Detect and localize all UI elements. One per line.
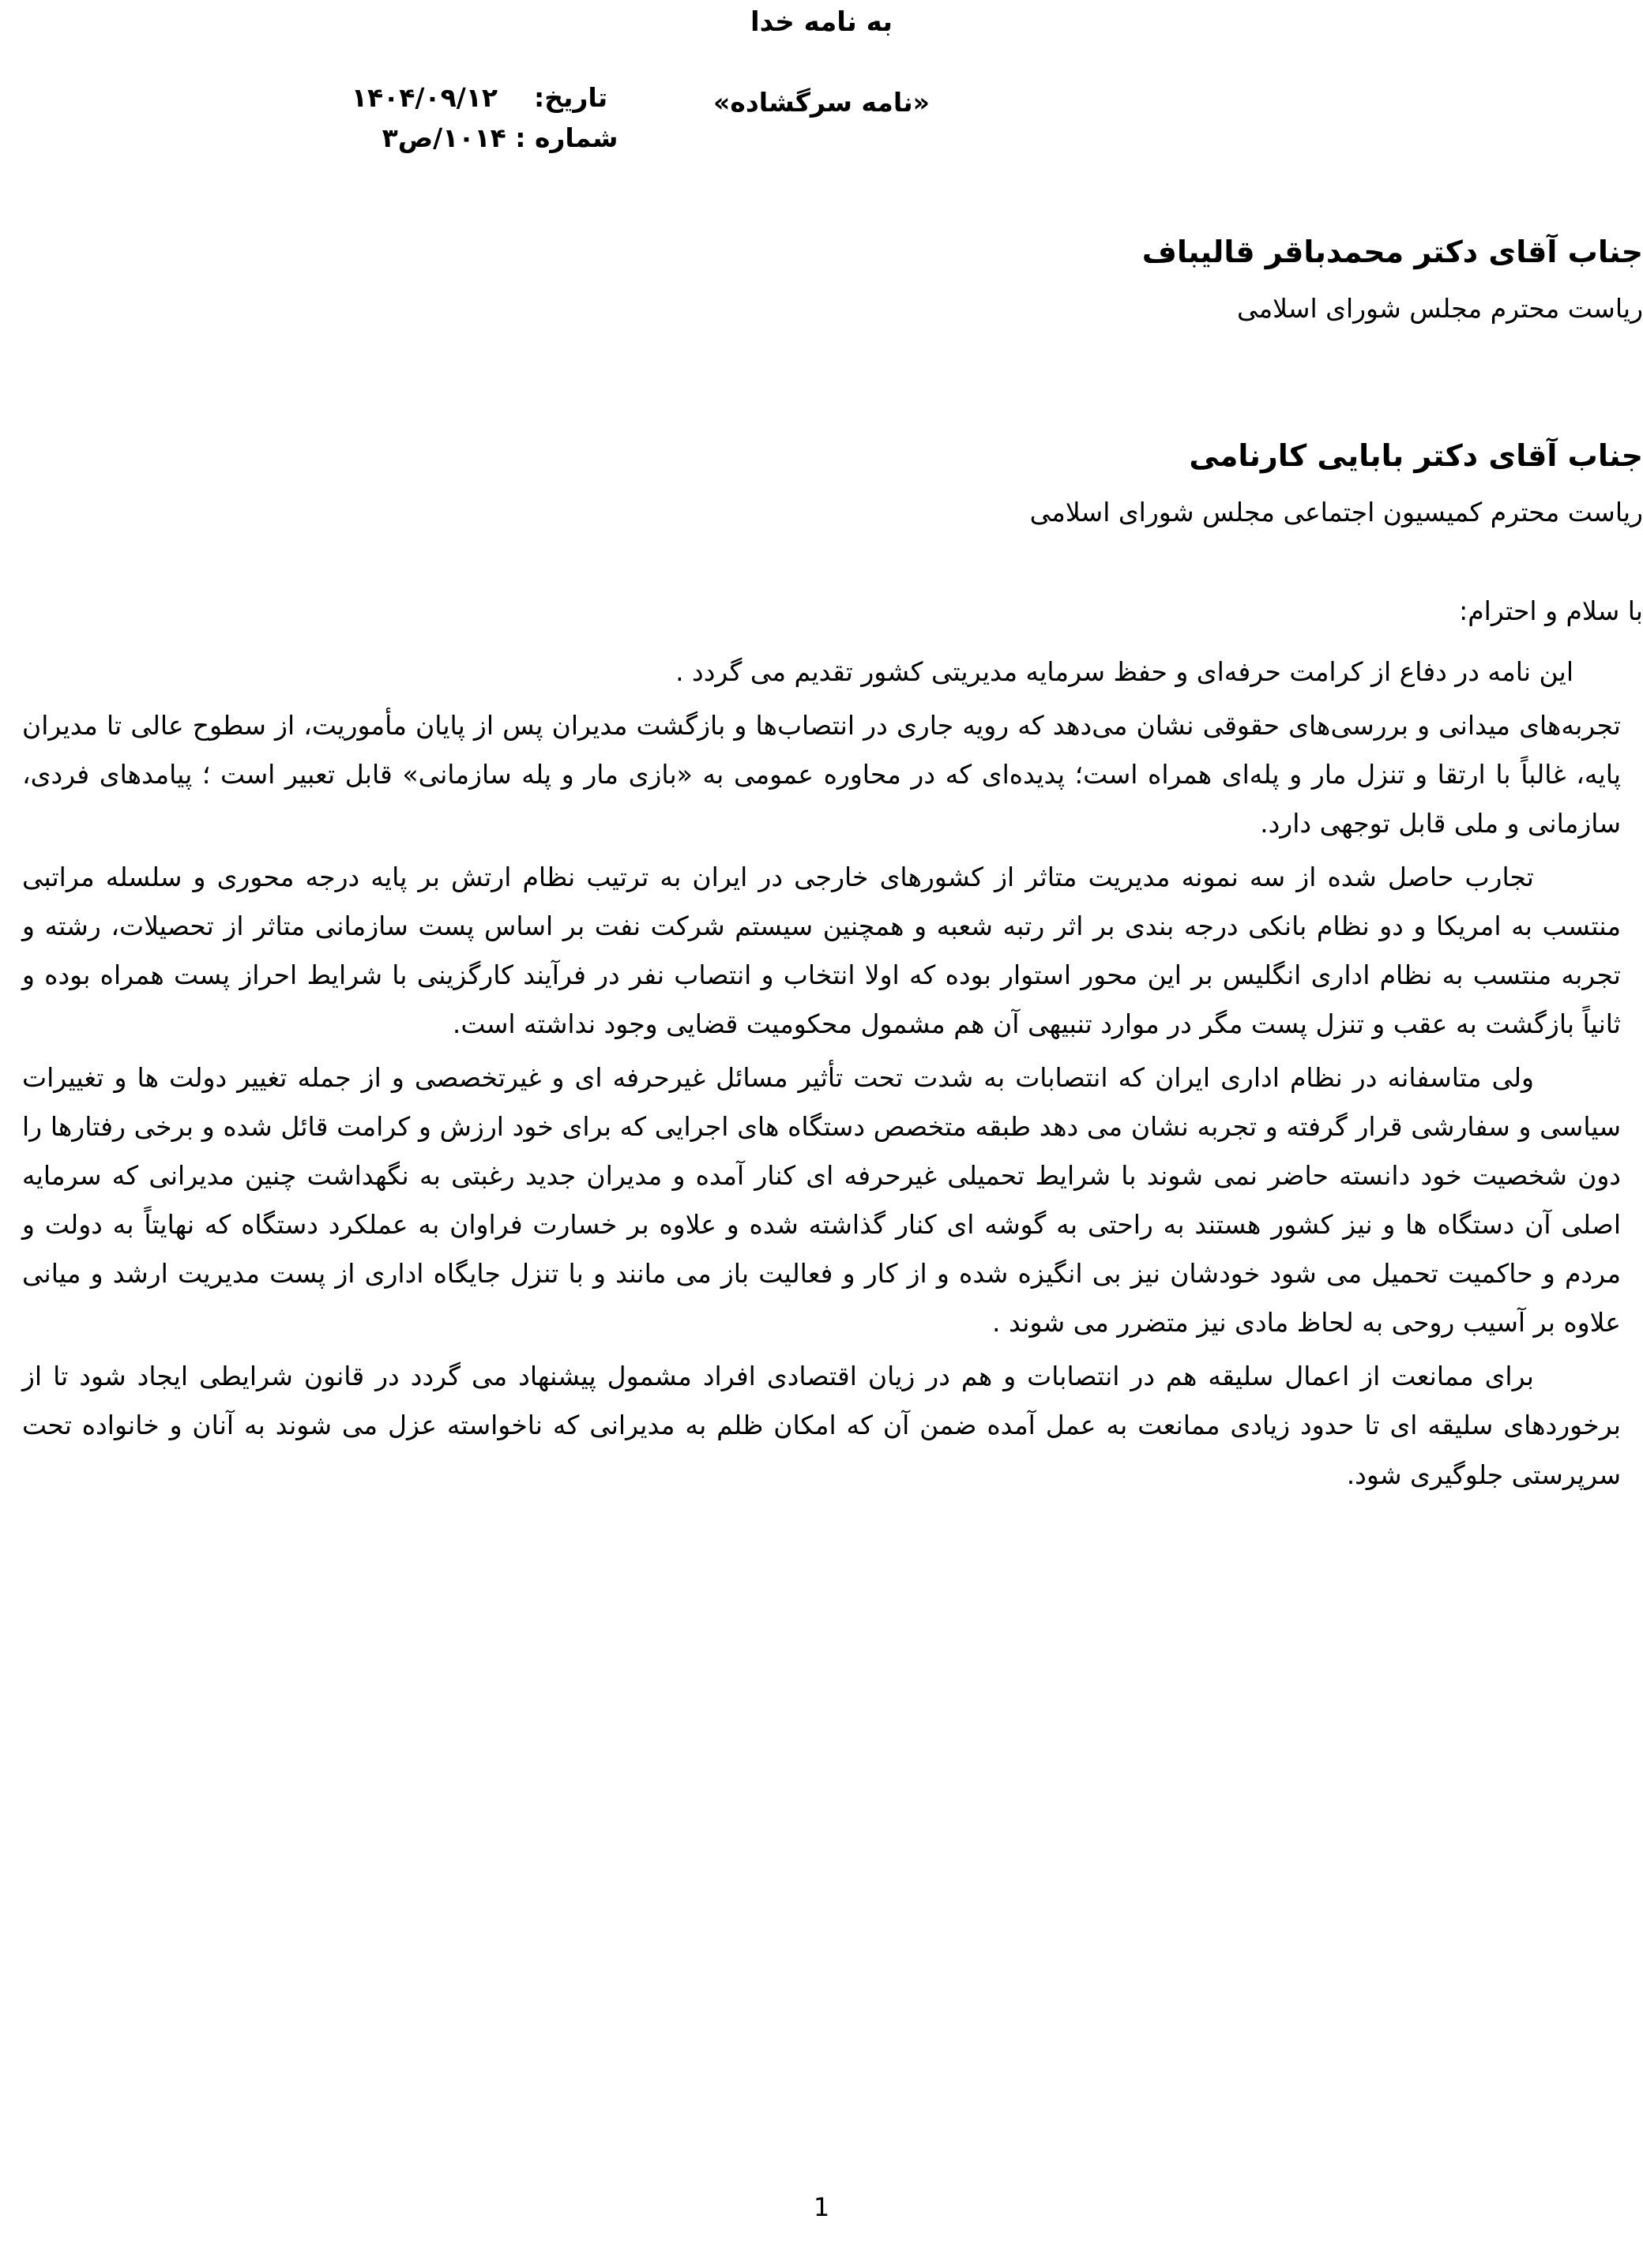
addressee-primary-role: ریاست محترم مجلس شورای اسلامی [1236, 292, 1643, 324]
addressee-primary [166, 229, 1643, 329]
letter-body [0, 648, 1643, 1504]
body-paragraph: تجربه‌های میدانی و بررسی‌های حقوقی نشان می‌دهد که رویه جاری در انتصاب‌ها و بازگشت مدیران پس از پایان مأموریت، از سطوح عالی تا مدیران پایه، غالباً با ارتقا و تنزل مار و پله‌ای همراه است؛ پدیده‌ای که در محاوره عمومی به «بازی مار و پله سازمانی» قابل تعبیر است ؛ پیامدهای فردی، سازمانی و ملی قابل توجهی دارد. [22, 710, 1621, 839]
body-paragraph: این نامه در دفاع از کرامت حرفه‌ای و حفظ سرمایه مدیریتی کشور تقدیم می گردد . [675, 656, 1573, 687]
bismillah-heading: به نامه خدا [750, 6, 893, 38]
body-paragraph: برای ممانعت از اعمال سلیقه هم در انتصابات و هم در زیان اقتصادی افراد مشمول پیشنهاد می گردد در قانون شرایطی ایجاد شود تا از برخوردهای سلیقه ای تا حدود زیادی ممانعت به عمل آمده ضمن آن که امکان ظلم به مدیرانی که ناخواسته عزل می شوند به آنان و خانواده تحت سرپرستی جلوگیری شود. [22, 1361, 1621, 1490]
number-label: شماره : [515, 122, 618, 154]
date-label: تاریخ: [534, 82, 608, 113]
body-paragraph: ولی متاسفانه در نظام اداری ایران که انتصابات به شدت تحت تأثیر مسائل غیرحرفه ای و غیرتخصصی و از جمله تغییر دولت ها و تغییرات سیاسی و سفارشی قرار گرفته و تجربه نشان می دهد طبقه متخصص دستگاه های اجرایی که برای خود ارزش و کرامت قائل شده و برخی رفتارها را دون شخصیت خود دانسته حاضر نمی شوند با شرایط تحمیلی غیرحرفه ای کنار آمده و مدیران جدید رغبتی به نگهداشت چنین مدیرانی که سرمایه اصلی آن دستگاه ها و نیز کشور هستند به راحتی به گوشه ای کنار گذاشته شده و علاوه بر خسارت فراوان به عملکرد دستگاه که نهایتاً به دولت و مردم و حاکمیت تحمیل می شود خودشان نیز بی انگیزه شده و از کار و فعالیت باز می مانند و با تنزل جایگاه اداری از پست مدیریت ارشد و میانی علاوه بر آسیب روحی به لحاظ مادی نیز متضرر می شوند . [22, 1062, 1621, 1339]
addressee-secondary-name: جناب آقای دکتر بابایی کارنامی [1189, 438, 1643, 473]
addressee-secondary-role: ریاست محترم کمیسیون اجتماعی مجلس شورای اسلامی [1029, 496, 1643, 528]
addressee-primary-name: جناب آقای دکتر محمدباقر قالیباف [1141, 235, 1643, 269]
number-row [308, 118, 692, 158]
document-meta-block [308, 77, 671, 158]
number-value: ۱۰۱۴/ص۳ [382, 122, 506, 154]
addressee-secondary [166, 433, 1643, 532]
body-paragraph: تجارب حاصل شده از سه نمونه مدیریت متاثر از کشورهای خارجی در ایران به ترتیب نظام ارتش بر پایه درجه محوری و سلسله مراتبی منتسب به امریکا و دو نظام بانکی درجه بندی بر اثر رتبه شعبه و همچنین سیستم شرکت نفت بر اساس پست سازمانی متاثر از تحصیلات، رشته و تجربه منتسب به نظام اداری انگلیس بر این محور استوار بوده که اولا انتخاب و انتصاب نفر در فرآیند کارگزینی با شرایط احراز پست همراه بوده و ثانیاً بازگشت به عقب و تنزل پست مگر در موارد تنبیهی آن هم مشمول محکومیت قضایی وجود نداشته است. [22, 862, 1621, 1040]
salutation-line: با سلام و احترام: [1459, 595, 1643, 626]
date-value: ۱۴۰۴/۰۹/۱۲ [351, 82, 498, 113]
date-row [308, 77, 651, 118]
page-number: 1 [813, 2192, 830, 2222]
document-kind-heading: «نامه سرگشاده» [713, 87, 930, 118]
